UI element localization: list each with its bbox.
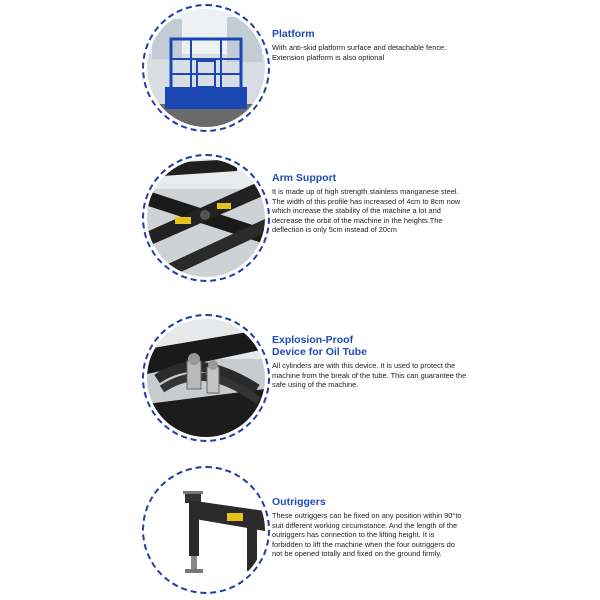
platform-icon [147,9,265,127]
arm-support-photo [142,154,270,282]
feature-outriggers [0,460,600,590]
feature-text-platform [272,28,472,62]
feature-description: With anti-skid platform surface and detachable fence. Extension platform is also optional [272,43,447,62]
oil-tube-icon [147,319,265,437]
oil-tube-photo [142,314,270,442]
feature-description: All cylinders are with this device. It is used to protect the machine from the break of the tube. This can guarantee the safe using of the machine. [272,361,467,390]
outrigger-icon [147,471,265,589]
outrigger-photo [142,466,270,594]
feature-platform [0,0,600,130]
feature-explosion-proof [0,310,600,440]
scissor-arm-icon [147,159,265,277]
feature-description: It is made up of high strength stainless manganese steel. The width of this profile has increased of 4cm to 8cm now which increase the stability of the machine a lot and decrease the orbit of the machine in the heights.The deflection is only 5cm instead of 20cm [272,187,461,235]
feature-text-explosion-proof [272,334,472,390]
feature-title: Arm Support [272,172,337,184]
platform-photo [142,4,270,132]
feature-description: These outriggers can be fixed on any position within 90°to suit different working circumstance. And the length of the outriggers has connection to the lifting height. It is forbidden to lift the machine when the four outriggers do not be opened totally and fixed on the ground firmly. [272,511,462,559]
feature-arm-support [0,150,600,280]
feature-text-arm-support [272,172,472,235]
feature-title: Explosion-Proof Device for Oil Tube [272,334,367,358]
feature-title: Platform [272,28,315,40]
feature-text-outriggers [272,496,467,559]
feature-title: Outriggers [272,496,326,508]
